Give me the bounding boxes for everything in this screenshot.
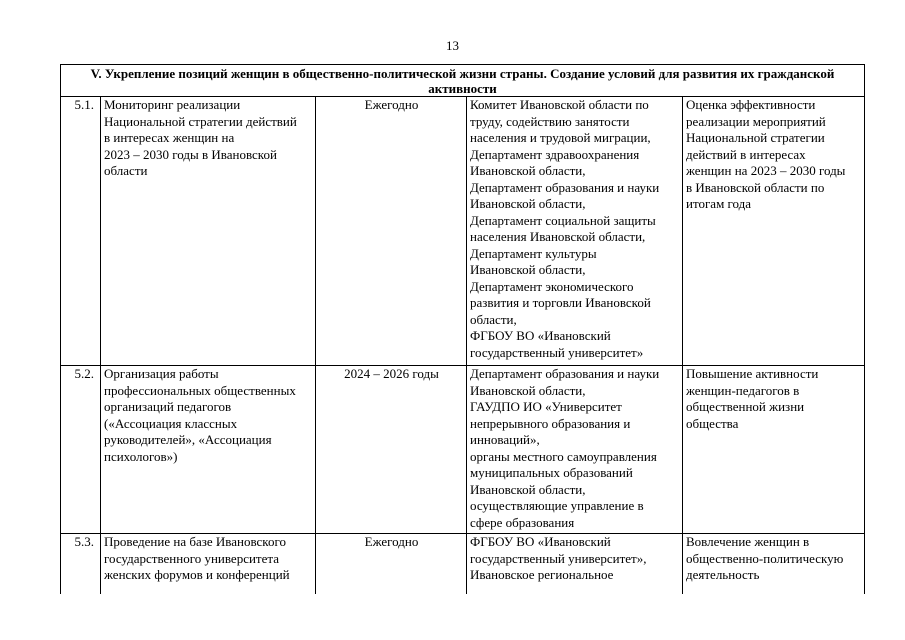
cell-text-line: Ивановской области, — [470, 382, 586, 398]
cell-text-line: ФГБОУ ВО «Ивановский — [470, 328, 611, 343]
cell-text-line: осуществляющие управление в — [470, 498, 644, 513]
cell-text-line: деятельность — [686, 567, 760, 582]
cell-text-line: женских форумов и конференций — [104, 567, 290, 582]
cell-text-line: общественной жизни — [686, 399, 805, 414]
cell-text-line: психологов») — [104, 448, 178, 464]
cell-text-line: Оценка эффективности — [686, 97, 816, 112]
cell-text-line: государственный университет» — [470, 344, 644, 360]
cell-text-line: непрерывного образования и — [470, 415, 631, 431]
cell-text-line: населения Ивановской области, — [470, 229, 646, 244]
cell-text-line: Департамент экономического — [470, 278, 634, 294]
cell-text-line: действий в интересах — [686, 146, 806, 162]
term-cell: Ежегодно — [316, 534, 467, 594]
cell-text-line: Проведение на базе Ивановского — [104, 534, 286, 549]
section-header-row — [61, 65, 865, 97]
term-cell: Ежегодно — [316, 97, 467, 366]
cell-text-line: Ивановской области, — [470, 163, 586, 178]
cell-text-line: Мониторинг реализации — [104, 97, 241, 112]
executor-cell — [467, 97, 683, 366]
cell-text-line: Департамент социальной защиты — [470, 212, 656, 228]
cell-text-line: 2023 – 2030 годы в Ивановской — [104, 146, 277, 162]
row-number: 5.1. — [61, 97, 101, 366]
row-number: 5.3. — [61, 534, 101, 594]
cell-text-line: Национальной стратегии действий — [104, 113, 297, 129]
cell-text-line: Ивановской области, — [470, 196, 586, 211]
table-row — [61, 534, 865, 594]
cell-text-line: общественно-политическую — [686, 550, 844, 566]
cell-text-line: труду, содействию занятости — [470, 113, 630, 129]
cell-text-line: в Ивановской области по — [686, 179, 825, 195]
cell-text-line: Ивановское региональное — [470, 567, 614, 582]
result-cell — [683, 366, 865, 534]
cell-text-line: Ивановской области, — [470, 481, 586, 497]
cell-text-line: развития и торговли Ивановской — [470, 295, 651, 310]
cell-text-line: («Ассоциация классных — [104, 415, 238, 431]
result-cell — [683, 534, 865, 594]
plan-table — [60, 64, 865, 594]
cell-text-line: сфере образования — [470, 514, 575, 530]
cell-text-line: общества — [686, 415, 739, 431]
cell-text-line: Организация работы — [104, 366, 219, 381]
cell-text-line: области, — [470, 311, 517, 327]
table-row — [61, 97, 865, 366]
cell-text-line: государственного университета — [104, 550, 279, 566]
cell-text-line: ГАУДПО ИО «Университет — [470, 399, 622, 414]
page-number: 13 — [446, 38, 459, 53]
cell-text-line: области — [104, 163, 148, 178]
cell-text-line: Департамент образования и науки — [470, 366, 660, 381]
cell-text-line: организаций педагогов — [104, 399, 232, 414]
event-cell — [101, 97, 316, 366]
cell-text-line: профессиональных общественных — [104, 382, 296, 398]
cell-text-line: Департамент образования и науки — [470, 179, 660, 195]
section-title: V. Укрепление позиций женщин в общественно-политической жизни страны. Создание условий для развития их гражданской активности — [61, 65, 865, 97]
row-number: 5.2. — [61, 366, 101, 534]
term-cell: 2024 – 2026 годы — [316, 366, 467, 534]
table-row — [61, 366, 865, 534]
cell-text-line: Повышение активности — [686, 366, 819, 381]
cell-text-line: государственный университет», — [470, 550, 647, 566]
executor-cell — [467, 366, 683, 534]
cell-text-line: Департамент здравоохранения — [470, 146, 640, 162]
cell-text-line: руководителей», «Ассоциация — [104, 432, 272, 447]
cell-text-line: реализации мероприятий — [686, 113, 826, 129]
cell-text-line: инноваций», — [470, 432, 540, 447]
cell-text-line: Комитет Ивановской области по — [470, 97, 649, 112]
cell-text-line: женщин-педагогов в — [686, 382, 800, 398]
cell-text-line: в интересах женщин на — [104, 130, 235, 145]
executor-cell — [467, 534, 683, 594]
result-cell — [683, 97, 865, 366]
cell-text-line: Вовлечение женщин в — [686, 534, 810, 549]
cell-text-line: Ивановской области, — [470, 262, 586, 277]
cell-text-line: муниципальных образований — [470, 465, 633, 480]
cell-text-line: Национальной стратегии — [686, 130, 825, 145]
cell-text-line: Департамент культуры — [470, 245, 597, 261]
cell-text-line: ФГБОУ ВО «Ивановский — [470, 534, 611, 549]
cell-text-line: итогам года — [686, 196, 752, 211]
cell-text-line: населения и трудовой миграции, — [470, 130, 651, 145]
event-cell — [101, 534, 316, 594]
event-cell — [101, 366, 316, 534]
cell-text-line: органы местного самоуправления — [470, 448, 657, 464]
cell-text-line: женщин на 2023 – 2030 годы — [686, 163, 846, 178]
